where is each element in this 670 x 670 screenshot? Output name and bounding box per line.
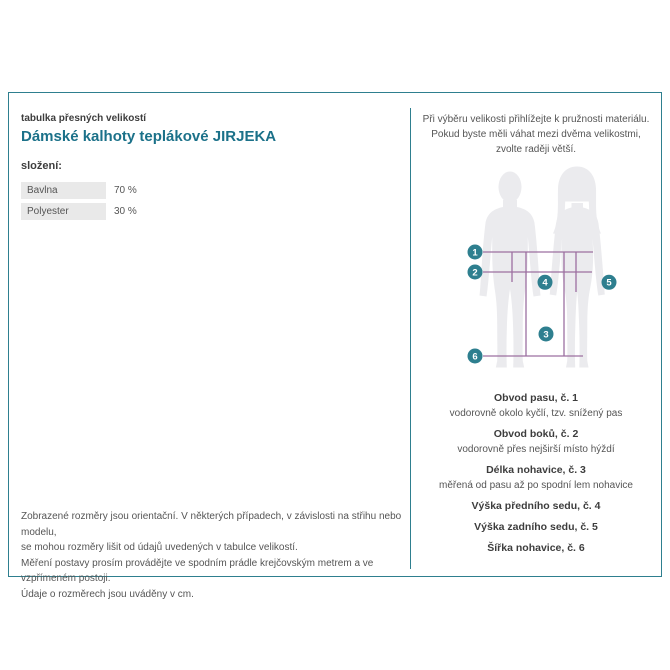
measurement-caption: vodorovně přes nejširší místo hýždí — [457, 444, 615, 455]
measurement-label: Délka nohavice, č. 3 — [486, 464, 586, 476]
svg-text:1: 1 — [472, 247, 478, 259]
measurement-legend — [421, 390, 651, 561]
disclaimer-note — [21, 509, 406, 602]
intro-line: Pokud byste měli váhat mezi dvěma velikostmi, — [431, 129, 641, 140]
measurement-label: Obvod pasu, č. 1 — [493, 392, 579, 404]
svg-text:5: 5 — [606, 277, 612, 289]
intro-line: Při výběru velikosti přihlížejte k pružnosti materiálu. — [422, 114, 650, 125]
table-row — [21, 182, 281, 199]
female-silhouette — [550, 167, 605, 368]
measurement-label: Výška předního sedu, č. 4 — [471, 500, 601, 512]
measurement-item — [421, 390, 651, 421]
measurement-caption: měřená od pasu až po spodní lem nohavice — [438, 480, 633, 491]
product-title: Dámské kalhoty teplákové JIRJEKA — [21, 128, 277, 145]
composition-label: složení: — [21, 160, 62, 172]
note-line: Zobrazené rozměry jsou orientační. V některých případech, v závislosti na střihu nebo modelu, — [21, 511, 402, 538]
material-value-cell: 70 % — [114, 185, 137, 196]
measurement-item — [421, 426, 651, 457]
svg-text:6: 6 — [472, 351, 478, 363]
measurement-item — [421, 462, 651, 493]
measurement-caption: vodorovně okolo kyčlí, tzv. snížený pas — [449, 408, 623, 419]
measurement-label: Obvod boků, č. 2 — [493, 428, 579, 440]
material-value-cell: 30 % — [114, 206, 137, 217]
male-silhouette — [480, 172, 541, 368]
marker-5-icon — [602, 275, 617, 290]
marker-2-icon — [468, 265, 483, 280]
column-divider — [410, 108, 411, 569]
intro-line: zvolte raději větší. — [495, 144, 577, 155]
marker-3-icon — [539, 327, 554, 342]
note-line: Měření postavy prosím provádějte ve spodním prádle krejčovským metrem a ve vzpřímeném postoji. — [21, 557, 374, 584]
material-name-cell: Polyester — [21, 203, 106, 220]
marker-1-icon — [468, 245, 483, 260]
table-row — [21, 203, 281, 220]
material-name-cell: Bavlna — [21, 182, 106, 199]
size-advice-text — [421, 112, 651, 157]
marker-6-icon — [468, 349, 483, 364]
size-table-title: tabulka přesných velikostí — [21, 113, 147, 124]
svg-text:4: 4 — [542, 277, 548, 289]
svg-text:3: 3 — [543, 329, 549, 341]
measurement-diagram — [452, 160, 658, 374]
svg-text:2: 2 — [472, 267, 478, 279]
measurement-item — [421, 519, 651, 535]
size-guide-panel — [8, 92, 662, 600]
measurement-label: Výška zadního sedu, č. 5 — [474, 521, 598, 533]
marker-4-icon — [538, 275, 553, 290]
measurement-item — [421, 540, 651, 556]
note-line: Údaje o rozměrech jsou uváděny v cm. — [21, 588, 194, 600]
measurement-label: Šířka nohavice, č. 6 — [487, 542, 585, 554]
composition-table — [21, 182, 281, 224]
measurement-item — [421, 498, 651, 514]
note-line: se mohou rozměry lišit od údajů uvedených v tabulce velikostí. — [21, 542, 298, 553]
